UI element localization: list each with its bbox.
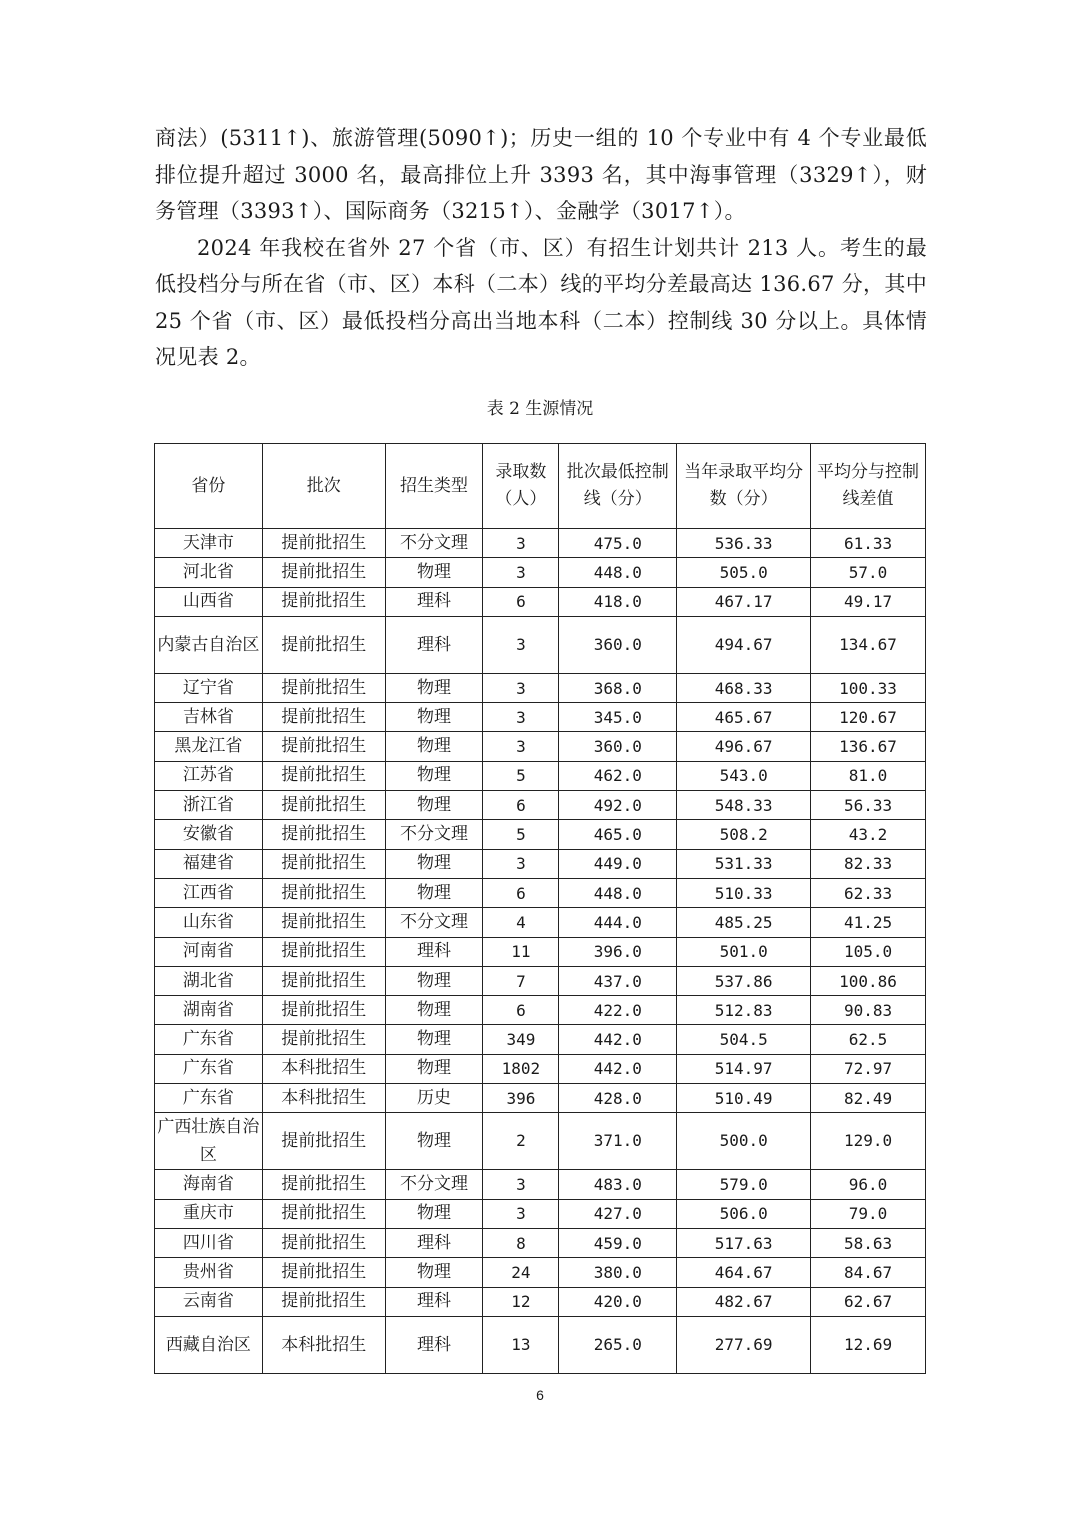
cell-type: 理科	[385, 587, 483, 616]
cell-average-score: 467.17	[677, 587, 811, 616]
cell-admitted: 7	[483, 966, 559, 995]
cell-difference: 58.63	[811, 1228, 926, 1257]
cell-type: 物理	[385, 966, 483, 995]
cell-average-score: 548.33	[677, 791, 811, 820]
cell-difference: 57.0	[811, 558, 926, 587]
cell-control-line: 444.0	[559, 908, 677, 937]
cell-province: 安徽省	[155, 820, 263, 849]
cell-difference: 62.5	[811, 1025, 926, 1054]
cell-average-score: 465.67	[677, 703, 811, 732]
table-row	[155, 820, 926, 849]
cell-admitted: 3	[483, 673, 559, 702]
cell-batch: 提前批招生	[262, 878, 385, 907]
cell-province: 广西壮族自治区	[155, 1113, 263, 1170]
cell-province: 江苏省	[155, 761, 263, 790]
cell-province: 西藏自治区	[155, 1316, 263, 1373]
cell-province: 山西省	[155, 587, 263, 616]
cell-province: 湖北省	[155, 966, 263, 995]
cell-batch: 提前批招生	[262, 558, 385, 587]
cell-control-line: 462.0	[559, 761, 677, 790]
cell-batch: 本科批招生	[262, 1316, 385, 1373]
cell-province: 重庆市	[155, 1199, 263, 1228]
cell-average-score: 536.33	[677, 529, 811, 558]
table-row	[155, 587, 926, 616]
cell-batch: 提前批招生	[262, 1287, 385, 1316]
cell-admitted: 3	[483, 703, 559, 732]
cell-difference: 72.97	[811, 1054, 926, 1083]
cell-control-line: 371.0	[559, 1113, 677, 1170]
cell-type: 理科	[385, 937, 483, 966]
page-number: 6	[536, 1387, 544, 1403]
cell-type: 物理	[385, 1054, 483, 1083]
header-control-line: 批次最低控制线（分）	[559, 444, 677, 529]
cell-province: 江西省	[155, 878, 263, 907]
cell-control-line: 418.0	[559, 587, 677, 616]
table-caption: 表 2 生源情况	[486, 399, 594, 419]
cell-province: 黑龙江省	[155, 732, 263, 761]
table-row	[155, 1113, 926, 1170]
cell-type: 不分文理	[385, 529, 483, 558]
cell-average-score: 531.33	[677, 849, 811, 878]
cell-control-line: 483.0	[559, 1170, 677, 1199]
table-row	[155, 673, 926, 702]
cell-average-score: 496.67	[677, 732, 811, 761]
cell-admitted: 6	[483, 587, 559, 616]
cell-type: 物理	[385, 1258, 483, 1287]
cell-average-score: 510.33	[677, 878, 811, 907]
cell-difference: 62.33	[811, 878, 926, 907]
table-row	[155, 558, 926, 587]
cell-batch: 提前批招生	[262, 849, 385, 878]
cell-type: 物理	[385, 732, 483, 761]
cell-control-line: 465.0	[559, 820, 677, 849]
cell-type: 物理	[385, 1199, 483, 1228]
cell-admitted: 396	[483, 1084, 559, 1113]
table-row	[155, 703, 926, 732]
table-row	[155, 878, 926, 907]
paragraph-1: 商法）(5311↑)、旅游管理(5090↑)；历史一组的 10 个专业中有 4 个专业最低排位提升超过 3000 名，最高排位上升 3393 名，其中海事管理（3329↑），财务管理（3393↑）、国际商务（3215↑）、金融学（3017↑）。	[155, 126, 927, 223]
cell-admitted: 24	[483, 1258, 559, 1287]
cell-province: 河南省	[155, 937, 263, 966]
table-row	[155, 849, 926, 878]
cell-average-score: 537.86	[677, 966, 811, 995]
cell-difference: 82.49	[811, 1084, 926, 1113]
cell-control-line: 449.0	[559, 849, 677, 878]
cell-control-line: 360.0	[559, 616, 677, 673]
table-row	[155, 1025, 926, 1054]
table-row	[155, 1316, 926, 1373]
cell-control-line: 442.0	[559, 1054, 677, 1083]
cell-average-score: 500.0	[677, 1113, 811, 1170]
header-difference: 平均分与控制线差值	[811, 444, 926, 529]
cell-admitted: 5	[483, 761, 559, 790]
cell-batch: 提前批招生	[262, 791, 385, 820]
cell-province: 云南省	[155, 1287, 263, 1316]
cell-admitted: 13	[483, 1316, 559, 1373]
cell-difference: 62.67	[811, 1287, 926, 1316]
cell-batch: 提前批招生	[262, 703, 385, 732]
cell-admitted: 3	[483, 1170, 559, 1199]
cell-difference: 82.33	[811, 849, 926, 878]
cell-average-score: 485.25	[677, 908, 811, 937]
cell-difference: 129.0	[811, 1113, 926, 1170]
table-body	[155, 529, 926, 1374]
cell-admitted: 6	[483, 791, 559, 820]
cell-province: 海南省	[155, 1170, 263, 1199]
header-type: 招生类型	[385, 444, 483, 529]
cell-control-line: 475.0	[559, 529, 677, 558]
cell-average-score: 464.67	[677, 1258, 811, 1287]
cell-province: 天津市	[155, 529, 263, 558]
cell-control-line: 380.0	[559, 1258, 677, 1287]
cell-admitted: 6	[483, 996, 559, 1025]
cell-province: 贵州省	[155, 1258, 263, 1287]
cell-province: 辽宁省	[155, 673, 263, 702]
cell-batch: 提前批招生	[262, 1025, 385, 1054]
cell-difference: 100.33	[811, 673, 926, 702]
cell-batch: 提前批招生	[262, 529, 385, 558]
cell-batch: 本科批招生	[262, 1054, 385, 1083]
cell-control-line: 265.0	[559, 1316, 677, 1373]
header-average-score: 当年录取平均分数（分）	[677, 444, 811, 529]
table-row	[155, 616, 926, 673]
cell-difference: 12.69	[811, 1316, 926, 1373]
cell-type: 理科	[385, 1228, 483, 1257]
cell-control-line: 345.0	[559, 703, 677, 732]
table-row	[155, 1170, 926, 1199]
cell-admitted: 1802	[483, 1054, 559, 1083]
cell-average-score: 482.67	[677, 1287, 811, 1316]
cell-type: 物理	[385, 878, 483, 907]
cell-average-score: 494.67	[677, 616, 811, 673]
cell-control-line: 437.0	[559, 966, 677, 995]
paragraph-2: 2024 年我校在省外 27 个省（市、区）有招生计划共计 213 人。考生的最低投档分与所在省（市、区）本科（二本）线的平均分差最高达 136.67 分，其中 25 个省（市、区）最低投档分高出当地本科（二本）控制线 30 分以上。具体情况见表 2。	[155, 235, 927, 369]
cell-province: 山东省	[155, 908, 263, 937]
cell-difference: 96.0	[811, 1170, 926, 1199]
cell-average-score: 510.49	[677, 1084, 811, 1113]
cell-control-line: 442.0	[559, 1025, 677, 1054]
cell-admitted: 8	[483, 1228, 559, 1257]
cell-admitted: 4	[483, 908, 559, 937]
cell-type: 物理	[385, 703, 483, 732]
cell-type: 历史	[385, 1084, 483, 1113]
cell-difference: 84.67	[811, 1258, 926, 1287]
cell-batch: 提前批招生	[262, 761, 385, 790]
cell-average-score: 508.2	[677, 820, 811, 849]
cell-admitted: 5	[483, 820, 559, 849]
header-admitted: 录取数（人）	[483, 444, 559, 529]
cell-average-score: 543.0	[677, 761, 811, 790]
cell-control-line: 448.0	[559, 878, 677, 907]
cell-admitted: 11	[483, 937, 559, 966]
cell-type: 不分文理	[385, 1170, 483, 1199]
cell-batch: 提前批招生	[262, 1113, 385, 1170]
cell-admitted: 349	[483, 1025, 559, 1054]
table-row	[155, 1287, 926, 1316]
cell-control-line: 427.0	[559, 1199, 677, 1228]
cell-province: 福建省	[155, 849, 263, 878]
cell-difference: 136.67	[811, 732, 926, 761]
cell-admitted: 2	[483, 1113, 559, 1170]
cell-control-line: 422.0	[559, 996, 677, 1025]
table-row	[155, 937, 926, 966]
table-row	[155, 529, 926, 558]
cell-admitted: 3	[483, 1199, 559, 1228]
admissions-table	[154, 443, 926, 1374]
cell-difference: 105.0	[811, 937, 926, 966]
cell-batch: 本科批招生	[262, 1084, 385, 1113]
cell-type: 物理	[385, 996, 483, 1025]
cell-control-line: 428.0	[559, 1084, 677, 1113]
table-row	[155, 761, 926, 790]
cell-batch: 提前批招生	[262, 1228, 385, 1257]
cell-type: 物理	[385, 1025, 483, 1054]
cell-batch: 提前批招生	[262, 996, 385, 1025]
cell-average-score: 517.63	[677, 1228, 811, 1257]
cell-control-line: 492.0	[559, 791, 677, 820]
cell-province: 广东省	[155, 1054, 263, 1083]
cell-type: 物理	[385, 761, 483, 790]
cell-difference: 100.86	[811, 966, 926, 995]
cell-type: 理科	[385, 616, 483, 673]
cell-difference: 134.67	[811, 616, 926, 673]
cell-province: 广东省	[155, 1025, 263, 1054]
cell-control-line: 368.0	[559, 673, 677, 702]
cell-batch: 提前批招生	[262, 1258, 385, 1287]
table-row	[155, 996, 926, 1025]
cell-batch: 提前批招生	[262, 673, 385, 702]
cell-batch: 提前批招生	[262, 616, 385, 673]
header-batch: 批次	[262, 444, 385, 529]
cell-type: 不分文理	[385, 820, 483, 849]
cell-difference: 43.2	[811, 820, 926, 849]
cell-control-line: 420.0	[559, 1287, 677, 1316]
cell-difference: 56.33	[811, 791, 926, 820]
cell-difference: 120.67	[811, 703, 926, 732]
cell-batch: 提前批招生	[262, 966, 385, 995]
table-row	[155, 966, 926, 995]
cell-batch: 提前批招生	[262, 908, 385, 937]
table-row	[155, 791, 926, 820]
cell-batch: 提前批招生	[262, 820, 385, 849]
cell-admitted: 3	[483, 849, 559, 878]
cell-difference: 49.17	[811, 587, 926, 616]
cell-admitted: 3	[483, 616, 559, 673]
cell-difference: 79.0	[811, 1199, 926, 1228]
cell-province: 浙江省	[155, 791, 263, 820]
cell-control-line: 396.0	[559, 937, 677, 966]
cell-average-score: 579.0	[677, 1170, 811, 1199]
body-text	[155, 120, 927, 376]
cell-difference: 61.33	[811, 529, 926, 558]
cell-batch: 提前批招生	[262, 937, 385, 966]
cell-admitted: 6	[483, 878, 559, 907]
cell-control-line: 360.0	[559, 732, 677, 761]
cell-batch: 提前批招生	[262, 1199, 385, 1228]
table-row	[155, 1199, 926, 1228]
cell-difference: 81.0	[811, 761, 926, 790]
table-row	[155, 908, 926, 937]
cell-admitted: 3	[483, 529, 559, 558]
cell-province: 河北省	[155, 558, 263, 587]
table-row	[155, 1054, 926, 1083]
cell-type: 物理	[385, 791, 483, 820]
cell-difference: 41.25	[811, 908, 926, 937]
cell-control-line: 459.0	[559, 1228, 677, 1257]
cell-average-score: 504.5	[677, 1025, 811, 1054]
cell-type: 物理	[385, 558, 483, 587]
table-row	[155, 1228, 926, 1257]
cell-batch: 提前批招生	[262, 587, 385, 616]
cell-average-score: 468.33	[677, 673, 811, 702]
cell-type: 物理	[385, 849, 483, 878]
cell-average-score: 505.0	[677, 558, 811, 587]
cell-type: 不分文理	[385, 908, 483, 937]
cell-type: 理科	[385, 1287, 483, 1316]
cell-control-line: 448.0	[559, 558, 677, 587]
cell-average-score: 506.0	[677, 1199, 811, 1228]
cell-type: 物理	[385, 1113, 483, 1170]
cell-province: 湖南省	[155, 996, 263, 1025]
table-header-row	[155, 444, 926, 529]
cell-admitted: 3	[483, 558, 559, 587]
cell-province: 四川省	[155, 1228, 263, 1257]
cell-batch: 提前批招生	[262, 1170, 385, 1199]
table-row	[155, 732, 926, 761]
cell-admitted: 3	[483, 732, 559, 761]
cell-average-score: 514.97	[677, 1054, 811, 1083]
table-row	[155, 1084, 926, 1113]
cell-type: 理科	[385, 1316, 483, 1373]
cell-average-score: 512.83	[677, 996, 811, 1025]
cell-admitted: 12	[483, 1287, 559, 1316]
cell-type: 物理	[385, 673, 483, 702]
cell-average-score: 277.69	[677, 1316, 811, 1373]
cell-difference: 90.83	[811, 996, 926, 1025]
cell-batch: 提前批招生	[262, 732, 385, 761]
cell-province: 广东省	[155, 1084, 263, 1113]
cell-province: 内蒙古自治区	[155, 616, 263, 673]
cell-average-score: 501.0	[677, 937, 811, 966]
header-province: 省份	[155, 444, 263, 529]
table-row	[155, 1258, 926, 1287]
cell-province: 吉林省	[155, 703, 263, 732]
